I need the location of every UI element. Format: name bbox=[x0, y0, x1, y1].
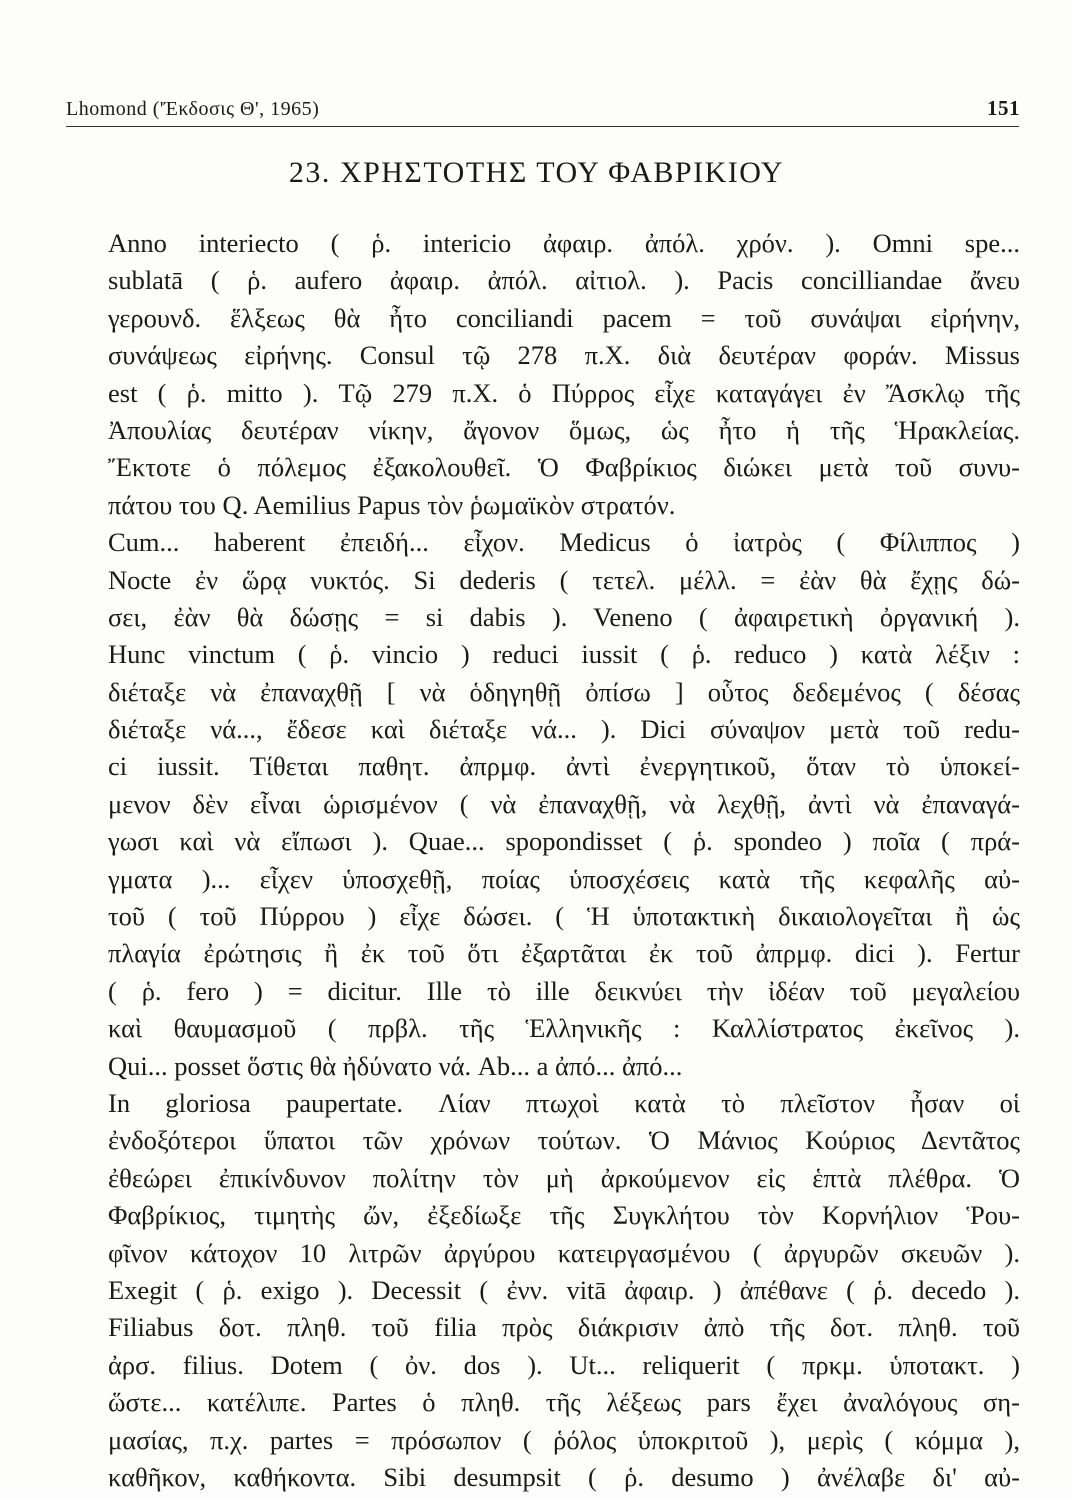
text-line: ἐθεώρει ἐπικίνδυνον πολίτην τὸν μὴ ἀρκούμενον εἰς ἑπτὰ πλέθρα. Ὁ bbox=[108, 1162, 1020, 1193]
text-line: Anno interiecto ( ῥ. intericio ἀφαιρ. ἀπόλ. χρόν. ). Omni spe... bbox=[108, 228, 1020, 258]
text-line: In gloriosa paupertate. Λίαν πτωχοὶ κατὰ τὸ πλεῖστον ἦσαν οἱ bbox=[108, 1087, 1020, 1118]
text-line: sublatā ( ῥ. aufero ἀφαιρ. ἀπόλ. αἰτιολ. ). Pacis concilliandae ἄνευ bbox=[108, 265, 1020, 296]
running-head: Lhomond ('Έκδοσις Θ', 1965) bbox=[66, 98, 320, 120]
text-line: γματα )... εἶχεν ὑποσχεθῇ, ποίας ὑποσχέσεις κατὰ τῆς κεφαλῆς αὐ- bbox=[108, 863, 1020, 894]
text-line: Nocte ἐν ὥρᾳ νυκτός. Si dederis ( τετελ. μέλλ. = ἐὰν θὰ ἔχῃς δώ- bbox=[108, 564, 1020, 595]
page-header bbox=[66, 96, 1020, 121]
text-line: σει, ἐὰν θὰ δώσῃς = si dabis ). Veneno ( ἀφαιρετικὴ ὀργανική ). bbox=[108, 601, 1020, 632]
text-line: τοῦ ( τοῦ Πύρρου ) εἶχε δώσει. ( Ἡ ὑποτακτικὴ δικαιολογεῖται ἢ ὡς bbox=[108, 901, 1020, 932]
text-line: μενον δὲν εἶναι ὡρισμένον ( νὰ ἐπαναχθῇ, νὰ λεχθῇ, ἀντὶ νὰ ἐπαναγά- bbox=[108, 788, 1020, 819]
page-number: 151 bbox=[987, 96, 1020, 120]
text-line: πάτου του Q. Aemilius Papus τὸν ῥωμαϊκὸν στρατόν. bbox=[108, 489, 676, 520]
text-line: καθῆκον, καθήκοντα. Sibi desumpsit ( ῥ. desumo ) ἀνέλαβε δι' αὐ- bbox=[108, 1461, 1020, 1492]
text-line: ἐνδοξότεροι ὕπατοι τῶν χρόνων τούτων. Ὁ Μάνιος Κούριος Δεντᾶτος bbox=[108, 1125, 1020, 1156]
text-line: Filiabus δοτ. πληθ. τοῦ filia πρὸς διάκρισιν ἀπὸ τῆς δοτ. πληθ. τοῦ bbox=[108, 1312, 1020, 1343]
text-line: συνάψεως εἰρήνης. Consul τῷ 278 π.Χ. διὰ δευτέραν φοράν. Missus bbox=[108, 340, 1020, 371]
text-line: γωσι καὶ νὰ εἴπωσι ). Quae... spopondisset ( ῥ. spondeo ) ποῖα ( πρά- bbox=[108, 826, 1020, 857]
section-title: 23. ΧΡΗΣΤΟΤΗΣ ΤΟΥ ΦΑΒΡΙΚΙΟΥ bbox=[288, 156, 785, 189]
text-line: καὶ θαυμασμοῦ ( πρβλ. τῆς Ἑλληνικῆς : Καλλίστρατος ἐκεῖνος ). bbox=[108, 1013, 1020, 1044]
text-line: est ( ῥ. mitto ). Τῷ 279 π.Χ. ὁ Πύρρος εἶχε καταγάγει ἐν Ἄσκλῳ τῆς bbox=[108, 377, 1020, 408]
text-line: Cum... haberent ἐπειδή... εἶχον. Medicus ὁ ἰατρὸς ( Φίλιππος ) bbox=[108, 527, 1020, 558]
text-line: Ἀπουλίας δευτέραν νίκην, ἄγονον ὅμως, ὡς ἦτο ἡ τῆς Ἡρακλείας. bbox=[108, 414, 1020, 445]
text-line: Qui... posset ὅστις θὰ ἠδύνατο νά. Ab... a ἀπό... ἀπό... bbox=[108, 1050, 683, 1081]
text-line: Ἔκτοτε ὁ πόλεμος ἐξακολουθεῖ. Ὁ Φαβρίκιος διώκει μετὰ τοῦ συνυ- bbox=[108, 452, 1020, 483]
text-line: ἀρσ. filius. Dotem ( ὀν. dos ). Ut... reliquerit ( πρκμ. ὑποτακτ. ) bbox=[108, 1349, 1020, 1380]
text-line: Exegit ( ῥ. exigo ). Decessit ( ἐνν. vitā ἀφαιρ. ) ἀπέθανε ( ῥ. decedo ). bbox=[108, 1274, 1020, 1305]
header-rule bbox=[66, 126, 1019, 127]
text-line: διέταξε νὰ ἐπαναχθῇ [ νὰ ὁδηγηθῇ ὀπίσω ] οὗτος δεδεμένος ( δέσας bbox=[108, 676, 1020, 707]
text-line: διέταξε νά..., ἔδεσε καὶ διέταξε νά... ). Dici σύναψον μετὰ τοῦ redu- bbox=[108, 714, 1020, 745]
text-line: γερουνδ. ἕλξεως θὰ ἦτο conciliandi pacem = τοῦ συνάψαι εἰρήνην, bbox=[108, 302, 1020, 333]
text-line: πλαγία ἐρώτησις ἢ ἐκ τοῦ ὅτι ἐξαρτᾶται ἐκ τοῦ ἀπρμφ. dici ). Fertur bbox=[108, 938, 1020, 969]
text-line: Φαβρίκιος, τιμητὴς ὤν, ἐξεδίωξε τῆς Συγκλήτου τὸν Κορνήλιον Ῥου- bbox=[108, 1200, 1020, 1231]
text-line: φῖνον κάτοχον 10 λιτρῶν ἀργύρου κατειργασμένου ( ἀργυρῶν σκευῶν ). bbox=[108, 1237, 1020, 1268]
body-text bbox=[108, 225, 1020, 1496]
text-line: ὥστε... κατέλιπε. Partes ὁ πληθ. τῆς λέξεως pars ἔχει ἀναλόγους ση- bbox=[108, 1387, 1020, 1418]
text-line: Hunc vinctum ( ῥ. vincio ) reduci iussit ( ῥ. reduco ) κατὰ λέξιν : bbox=[108, 639, 1020, 670]
text-line: ( ῥ. fero ) = dicitur. Ille τὸ ille δεικνύει τὴν ἰδέαν τοῦ μεγαλείου bbox=[108, 975, 1020, 1006]
text-line: ci iussit. Τίθεται παθητ. ἀπρμφ. ἀντὶ ἐνεργητικοῦ, ὅταν τὸ ὑποκεί- bbox=[108, 751, 1020, 782]
text-line: μασίας, π.χ. partes = πρόσωπον ( ῥόλος ὑποκριτοῦ ), μερὶς ( κόμμα ), bbox=[108, 1424, 1020, 1455]
